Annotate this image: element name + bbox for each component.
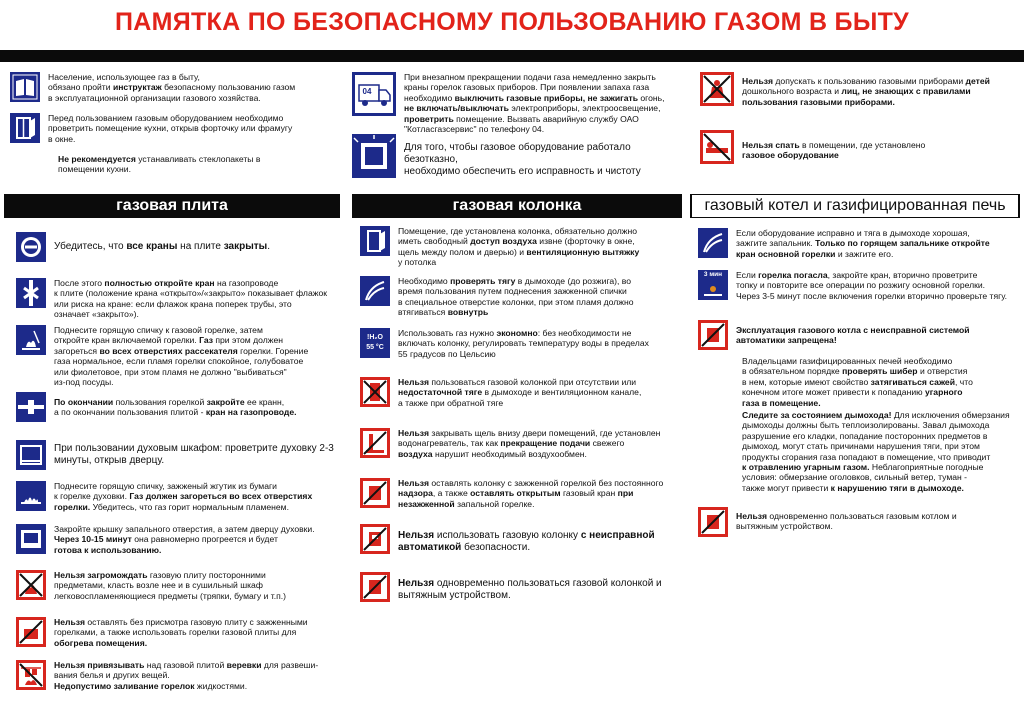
open-valve-icon <box>16 278 46 308</box>
column-step-air: Помещение, где установлена колонка, обязательно должно иметь свободный доступ воздуха извне (форточку в окне, щель между полом и дверью) и вентиляционную вытяжку у потолка <box>360 226 684 268</box>
closed-valve-icon <box>16 232 46 262</box>
stove-warn-laundry: Нельзя привязывать над газовой плитой веревки для развеши- вания белья и других вещей. Недопустимо заливание горелок жидкостями. <box>16 660 346 691</box>
stove-step-oven-ignite: Поднесите горящую спичку, зажженый жгутик из бумаги к горелке духовки. Газ должен загореться во всех отверстиях горелки. Убедитесь, что газ горит нормальным пламенем. <box>16 481 346 512</box>
column-warn-unattended: Нельзя оставлять колонку с зажженной горелкой без постоянного надзора, а также оставлять открытым газовый кран при незажженной запальной горелке. <box>360 478 684 509</box>
stove-step-ignite: Поднесите горящую спичку к газовой горелке, затем откройте кран включаемой горелки. Газ при этом должен загореться во всех отверстиях рассекателя горелки. Горение газа нормальное, если пламя горелки спокойное, голубоватое или фиолетовое, при этом пламя не должно "выбиваться" из-под посуды. <box>16 325 346 387</box>
stove-step-check-valves: Убедитесь, что все краны на плите закрыты. <box>16 232 346 262</box>
no-unattended-icon <box>16 617 46 647</box>
stove-step-close: По окончании пользования горелкой закройте ее кранн, а по окончании пользования плитой - кран на газопроводе. <box>16 392 346 422</box>
intro-ventilate: Перед пользованием газовым оборудованием необходимо проветрить помещение кухни, открыв форточку или фрамугу в окне. <box>10 113 340 144</box>
no-unattended-column-icon <box>360 478 390 508</box>
no-children-icon <box>700 72 734 106</box>
boiler-damper-note: Владельцами газифицированных печей необходимо в обязательном порядке проверять шибер и отверстия в нем, которые имеют свойство затягиваться сажей, что конечном итоге может привести к попаданию угарного газа в помещение. <box>742 356 973 408</box>
no-exhaust-fan-boiler-icon <box>698 507 728 537</box>
intro-windows-note: Не рекомендуется устанавливать стеклопакеты в помещении кухни. <box>58 154 261 175</box>
chimney-check-icon <box>698 228 728 258</box>
column-warn-exhaust: Нельзя одновременно пользоваться газовой колонкой и вытяжным устройством. <box>360 572 684 602</box>
top-bar <box>0 50 1024 62</box>
section-title-column: газовая колонка <box>452 197 582 214</box>
temperature-icon: !H₂O 55 °C <box>360 328 390 358</box>
no-draft-icon <box>360 377 390 407</box>
window-icon <box>10 113 40 143</box>
match-flame-icon <box>16 325 46 355</box>
stove-step-open-valve: После этого полностью откройте кран на газопроводе к плите (положение крана «открыто»/«закрыто» показывает флажок или риска на кране: если флажок крана поперек трубы, это означает «закрыто»). <box>16 278 346 320</box>
boiler-warn-automatics: Эксплуатация газового котла с неисправной системой автоматики запрещена! <box>698 320 1020 350</box>
stove-step-oven-close: Закройте крышку запального отверстия, а затем дверцу духовки. Через 10-15 минут она равномерно прогреется и будет готова к использованию. <box>16 524 346 555</box>
column-warn-door: Нельзя закрывать щель внизу двери помещений, где установлен водонагреватель, так как прекращение подачи свежего воздуха нарушит необходимый воздухообмен. <box>360 428 684 459</box>
no-door-seal-icon <box>360 428 390 458</box>
no-sleep-icon <box>700 130 734 164</box>
column-warn-automatics: Нельзя использовать газовую колонку с неисправной автоматикой безопасности. <box>360 524 684 554</box>
burner-out-icon: 3 мин <box>698 270 728 300</box>
book-icon <box>10 72 40 102</box>
intro-maintenance: Для того, чтобы газовое оборудование работало безотказно, необходимо обеспечить его исправность и чистоту <box>352 134 682 178</box>
intro-emergency: 04 При внезапном прекращении подачи газа немедленно закрыть краны горелок газовых приборов. При появлении запаха газа необходимо выключить газовые приборы, не зажигать огонь, не включать/выключать электроприборы, электроосвещение, проветрить помещение. Вызвать аварийную службу ОАО "Котласгазсервис" по телефону 04. <box>352 72 682 134</box>
no-faulty-automatics-icon <box>360 524 390 554</box>
intro-no-children: Нельзя допускать к пользованию газовыми приборами детей дошкольного возраста и лиц, не знающих с правилами пользования газовыми приборами. <box>700 72 1020 107</box>
boiler-chimney-note: Следите за состоянием дымохода! Для исключения обмерзания дымоходы должны быть теплоизолированы. Завал дымохода разрушение его кладки, попадание посторонних предметов в дымоход, могут стать причинами нарушения тяги, при этом продукты сгорания газа попадают в помещение, что приводит к отравлению угарным газом. Неблагоприятные погодные условия: обмерзание оголовков, сильный ветер, туман - также могут привести к нарушению тяги в дымоходе. <box>742 410 1010 493</box>
stove-warn-clutter: Нельзя загромождать газовую плиту посторонними предметами, класть возле нее и в сушильный шкаф легковоспламеняющиеся предметы (тряпки, бумагу и т.п.) <box>16 570 346 601</box>
boiler-step-pilot: Если оборудование исправно и тяга в дымоходе хорошая, зажгите запальник. Только по горящем запальнике откройте кран основной горелки и зажгите его. <box>698 228 1020 259</box>
page-title: ПАМЯТКА ПО БЕЗОПАСНОМУ ПОЛЬЗОВАНИЮ ГАЗОМ В БЫТУ <box>114 8 910 36</box>
column-step-draft: Необходимо проверять тягу в дымоходе (до розжига), во время пользования путем поднесения зажженной спички в специальное отверстие колонки, при этом пламя должно втягиваться вовнутрь <box>360 276 684 318</box>
no-exhaust-fan-icon <box>360 572 390 602</box>
section-title-boiler: газовый котел и газифицированная печь <box>692 195 1018 217</box>
intro-instruction: Население, использующее газ в быту, обязано пройти инструктаж безопасному пользованию газом в эксплуатационной организации газового хозяйства. <box>10 72 340 103</box>
valve-close-icon <box>16 392 46 422</box>
boiler-warn-exhaust: Нельзя одновременно пользоваться газовым котлом и вытяжным устройством. <box>698 507 1020 537</box>
emergency-truck-icon: 04 <box>352 72 396 116</box>
draft-check-icon <box>360 276 390 306</box>
stove-step-oven-vent: При пользовании духовым шкафом: проветрите духовку 2-3 минуты, открыв дверцу. <box>16 440 346 470</box>
column-warn-draft: Нельзя пользоваться газовой колонкой при отсутствии или недостаточной тяге в дымоходе и вентиляционном канале, а также при обратной тяге <box>360 377 684 408</box>
oven-icon <box>16 440 46 470</box>
no-faulty-boiler-icon <box>698 320 728 350</box>
no-laundry-icon <box>16 660 46 690</box>
stove-warn-unattended: Нельзя оставлять без присмотра газовую плиту с зажженными горелками, а также использовать горелки газовой плиты для обогрева помещения. <box>16 617 346 648</box>
intro-no-sleep: Нельзя спать в помещении, где установлено газовое оборудование <box>700 130 1020 164</box>
boiler-step-burner-out: 3 мин Если горелка погасла, закройте кран, вторично проветрите топку и повторите все операции по розжигу основной горелки. Через 3-5 минут после включения горелки вторично проверьте тягу. <box>698 270 1020 301</box>
air-vent-icon <box>360 226 390 256</box>
oven-door-icon <box>16 524 46 554</box>
section-title-stove: газовая плита <box>116 197 228 214</box>
stove-box-icon <box>352 134 396 178</box>
oven-flame-icon <box>16 481 46 511</box>
column-step-economy: !H₂O 55 °C Использовать газ нужно экономно: без необходимости не включать колонку, регулировать температуру воды в пределах 55 градусов по Цельсию <box>360 328 684 359</box>
no-clutter-icon <box>16 570 46 600</box>
